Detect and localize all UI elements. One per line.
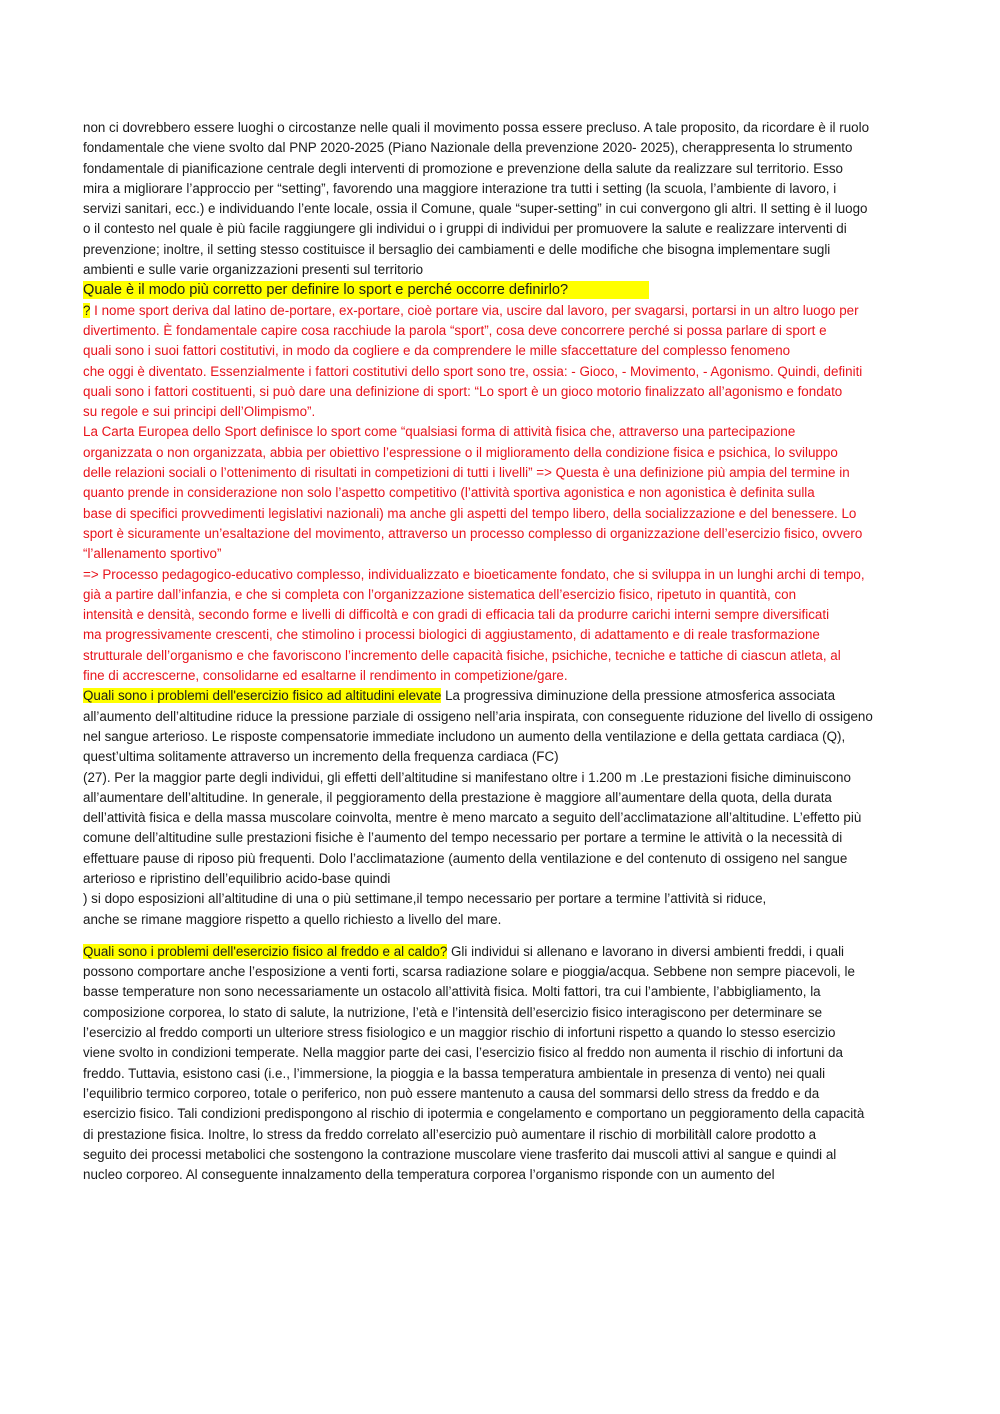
answer-line: base di specifici provvedimenti legislativi nazionali) ma anche gli aspetti del tempo libero, della socializzazione e del benessere. Lo — [83, 505, 857, 521]
answer-line: delle relazioni sociali o l’ottenimento di risultati in competizioni di tutti i livelli” => Questa è una definizione più ampia del termine in — [83, 465, 850, 481]
answer-line: fine di accrescerne, consolidarne ed esaltarne il rendimento in competizione/gare. — [83, 668, 568, 684]
answer-first-line — [83, 301, 920, 321]
text-line: dell’attività fisica e della massa muscolare coinvolta, mentre è meno marcato a seguito dell’acclimatazione all’altitudine. L’effetto più — [83, 810, 862, 826]
text-line: viene svolto in condizioni temperate. Nella maggior parte dei casi, l’esercizio fisico al freddo non aumenta il rischio di infortuni da — [83, 1045, 843, 1061]
text-line: basse temperature non sono necessariamente un ostacolo all’attività fisica. Molti fattori, tra cui l’ambiente, l’abbigliamento, la — [83, 984, 821, 1000]
text-line: freddo. Tuttavia, esistono casi (i.e., l’immersione, la pioggia e la bassa temperatura ambientale in presenza di vento) nei quali — [83, 1065, 826, 1081]
cold-answer-start: Gli individui si allenano e lavorano in diversi ambienti freddi, i quali — [447, 943, 845, 959]
altitude-answer-start: La progressiva diminuzione della pressione atmosferica associata — [441, 688, 836, 704]
answer-line: “l’allenamento sportivo” — [83, 546, 222, 562]
answer-line: quali sono i suoi fattori costitutivi, in modo da cogliere e da comprendere le mille sfaccettature del complesso fenomeno — [83, 343, 791, 359]
answer-line: quanto prende in considerazione non solo l’aspetto competitivo (l’attività sportiva agonistica e non agonistica è definita sulla — [83, 485, 815, 501]
text-line: ) si dopo esposizioni all’altitudine di una o più settimane,il tempo necessario per portare a termine l’attività si riduce, — [83, 891, 767, 907]
answer-line: già a partire dall’infanzia, e che si completa con l’organizzazione sistematica dell’esercizio fisico, ripetuto in quantità, con — [83, 586, 797, 602]
paragraph-gap — [83, 930, 920, 942]
text-line: fondamentale di pianificazione centrale degli interventi di promozione e prevenzione della salute da realizzare sul territorio. Esso — [83, 160, 843, 176]
answer-line: sport è sicuramente un’esaltazione del movimento, attraverso un processo complesso di organizzazione dell’esercizio fisico, ovvero — [83, 525, 863, 541]
answer-line: che oggi è diventato. Essenzialmente i fattori costitutivi dello sport sono tre, ossia: - Gioco, - Movimento, - Agonismo. Quindi, definiti — [83, 363, 863, 379]
text-line: prevenzione; inoltre, il setting stesso costituisce il bersaglio dei cambiamenti e delle modifiche che bisogna implementare sugli — [83, 241, 831, 257]
text-line: arterioso e ripristino dell’equilibrio acido-base quindi — [83, 870, 391, 886]
text-line: anche se rimane maggiore rispetto a quello richiesto a livello del mare. — [83, 911, 502, 927]
answer-line: La Carta Europea dello Sport definisce lo sport come “qualsiasi forma di attività fisica che, attraverso una partecipazione — [83, 424, 796, 440]
text-line: servizi sanitari, ecc.) e individuando l’ente locale, ossia il Comune, quale “super-setting” in cui convergono gli altri. Il setting è il luogo — [83, 201, 868, 217]
text-line: possono comportare anche l’esposizione a venti forti, scarsa radiazione solare e pioggia/acqua. Sebbene non sempre piacevoli, le — [83, 964, 855, 980]
text-line: non ci dovrebbero essere luoghi o circostanze nelle quali il movimento possa essere precluso. A tale proposito, da ricordare è il ruolo — [83, 120, 870, 135]
text-line: all’aumento dell’altitudine riduce la pressione parziale di ossigeno nell’aria inspirata, con conseguente riduzione del livello di ossigeno — [83, 708, 873, 724]
text-line: l’equilibrio termico corporeo, totale o periferico, non può essere mantenuto a causa del sommarsi dello stress da freddo e da — [83, 1085, 820, 1101]
answer-line: organizzata o non organizzata, abbia per obiettivo l’espressione o il miglioramento della condizione fisica e psichica, lo sviluppo — [83, 444, 838, 460]
altitude-first-line — [83, 686, 920, 706]
answer-text: I nome sport deriva dal latino de-portare, ex-portare, cioè portare via, uscire dal lavoro, per svagarsi, portarsi in un altro luogo per — [90, 302, 859, 318]
cold-question: Quali sono i problemi dell'esercizio fisico al freddo e al caldo? — [83, 943, 448, 959]
text-line: o il contesto nel quale è più facile raggiungere gli individui o i gruppi di individui per promuovere la salute e realizzare interventi di — [83, 221, 847, 237]
answer-line: intensità e densità, secondo forme e livelli di difficoltà e con gradi di efficacia tali da produrre carichi interni sempre diversificati — [83, 607, 830, 623]
answer-line: su regole e sui principi dell’Olimpismo”. — [83, 404, 316, 420]
answer-line: quali sono i fattori costituenti, si può dare una definizione di sport: “Lo sport è un gioco motorio finalizzato all’agonismo e fondato — [83, 383, 843, 399]
sport-question-highlight: Quale è il modo più corretto per definire lo sport e perché occorre definirlo? — [83, 281, 649, 299]
text-line: nel sangue arterioso. Le risposte compensatorie immediate includono un aumento della ventilazione e della gettata cardiaca (Q), — [83, 728, 846, 744]
cold-section — [83, 942, 920, 1186]
text-line: effettuare pause di riposo più frequenti. Dolo l’acclimatazione (aumento della ventilazione e del contenuto di ossigeno nel sangue — [83, 850, 848, 866]
text-line: seguito dei processi metabolici che sostengono la contrazione muscolare viene trasferito dai muscoli attivi al sangue e quindi al — [83, 1146, 837, 1162]
text-line: fondamentale che viene svolto dal PNP 2020-2025 (Piano Nazionale della prevenzione 2020- 2025), cherappresenta lo strumento — [83, 140, 853, 156]
answer-line: strutturale dell’organismo e che favoriscono l’incremento delle capacità fisiche, psichiche, tecniche e tattiche di ciascun atleta, al — [83, 647, 841, 663]
text-line: nucleo corporeo. Al conseguente innalzamento della temperatura corporea l’organismo risponde con un aumento del — [83, 1167, 775, 1183]
text-line: di prestazione fisica. Inoltre, lo stress da freddo correlato all’esercizio può aumentare il rischio di morbilitàll calore prodotto a — [83, 1126, 817, 1142]
text-line: quest’ultima solitamente attraverso un incremento della frequenza cardiaca (FC) — [83, 749, 559, 765]
altitude-section — [83, 686, 920, 930]
question-marker: ? — [83, 302, 91, 318]
answer-line: => Processo pedagogico-educativo complesso, individualizzato e bioeticamente fondato, che si sviluppa in un lunghi archi di tempo, — [83, 566, 865, 582]
text-line: comune dell’altitudine sulle prestazioni fisiche è l’aumento del tempo necessario per portare a termine le attività o la necessità di — [83, 830, 843, 846]
sport-question — [83, 280, 920, 300]
text-line: (27). Per la maggior parte degli individui, gli effetti dell’altitudine si manifestano oltre i 1.200 m .Le prestazioni fisiche diminuiscono — [83, 769, 851, 785]
answer-line: ma progressivamente crescenti, che stimolino i processi biologici di aggiustamento, di adattamento e di reale trasformazione — [83, 627, 820, 643]
text-line: mira a migliorare l’approccio per “setting”, favorendo una maggiore interazione tra tutti i setting (la scuola, l’ambiente di lavoro, i — [83, 180, 837, 196]
text-line: l’esercizio al freddo comporti un ulteriore stress fisiologico e un maggior rischio di infortuni rispetto a quando lo stesso esercizio — [83, 1025, 836, 1041]
sport-answer — [83, 301, 920, 687]
intro-paragraph — [83, 118, 920, 280]
text-line: esercizio fisico. Tali condizioni predispongono al rischio di ipotermia e congelamento e comportano un peggioramento della capacità — [83, 1106, 865, 1122]
text-line: ambienti e sulle varie organizzazioni presenti sul territorio — [83, 262, 424, 278]
text-line: composizione corporea, lo stato di salute, la nutrizione, l’età e l’intensità dell’esercizio fisico interagiscono per determinare se — [83, 1004, 823, 1020]
text-line: all’aumentare dell’altitudine. In generale, il peggioramento della prestazione è maggiore all’aumentare della quota, della durata — [83, 789, 832, 805]
altitude-question: Quali sono i problemi dell'esercizio fisico ad altitudini elevate — [83, 688, 442, 704]
answer-line: divertimento. È fondamentale capire cosa racchiude la parola “sport”, cosa deve concorrere perché si possa parlare di sport e — [83, 322, 827, 338]
cold-first-line — [83, 942, 920, 962]
